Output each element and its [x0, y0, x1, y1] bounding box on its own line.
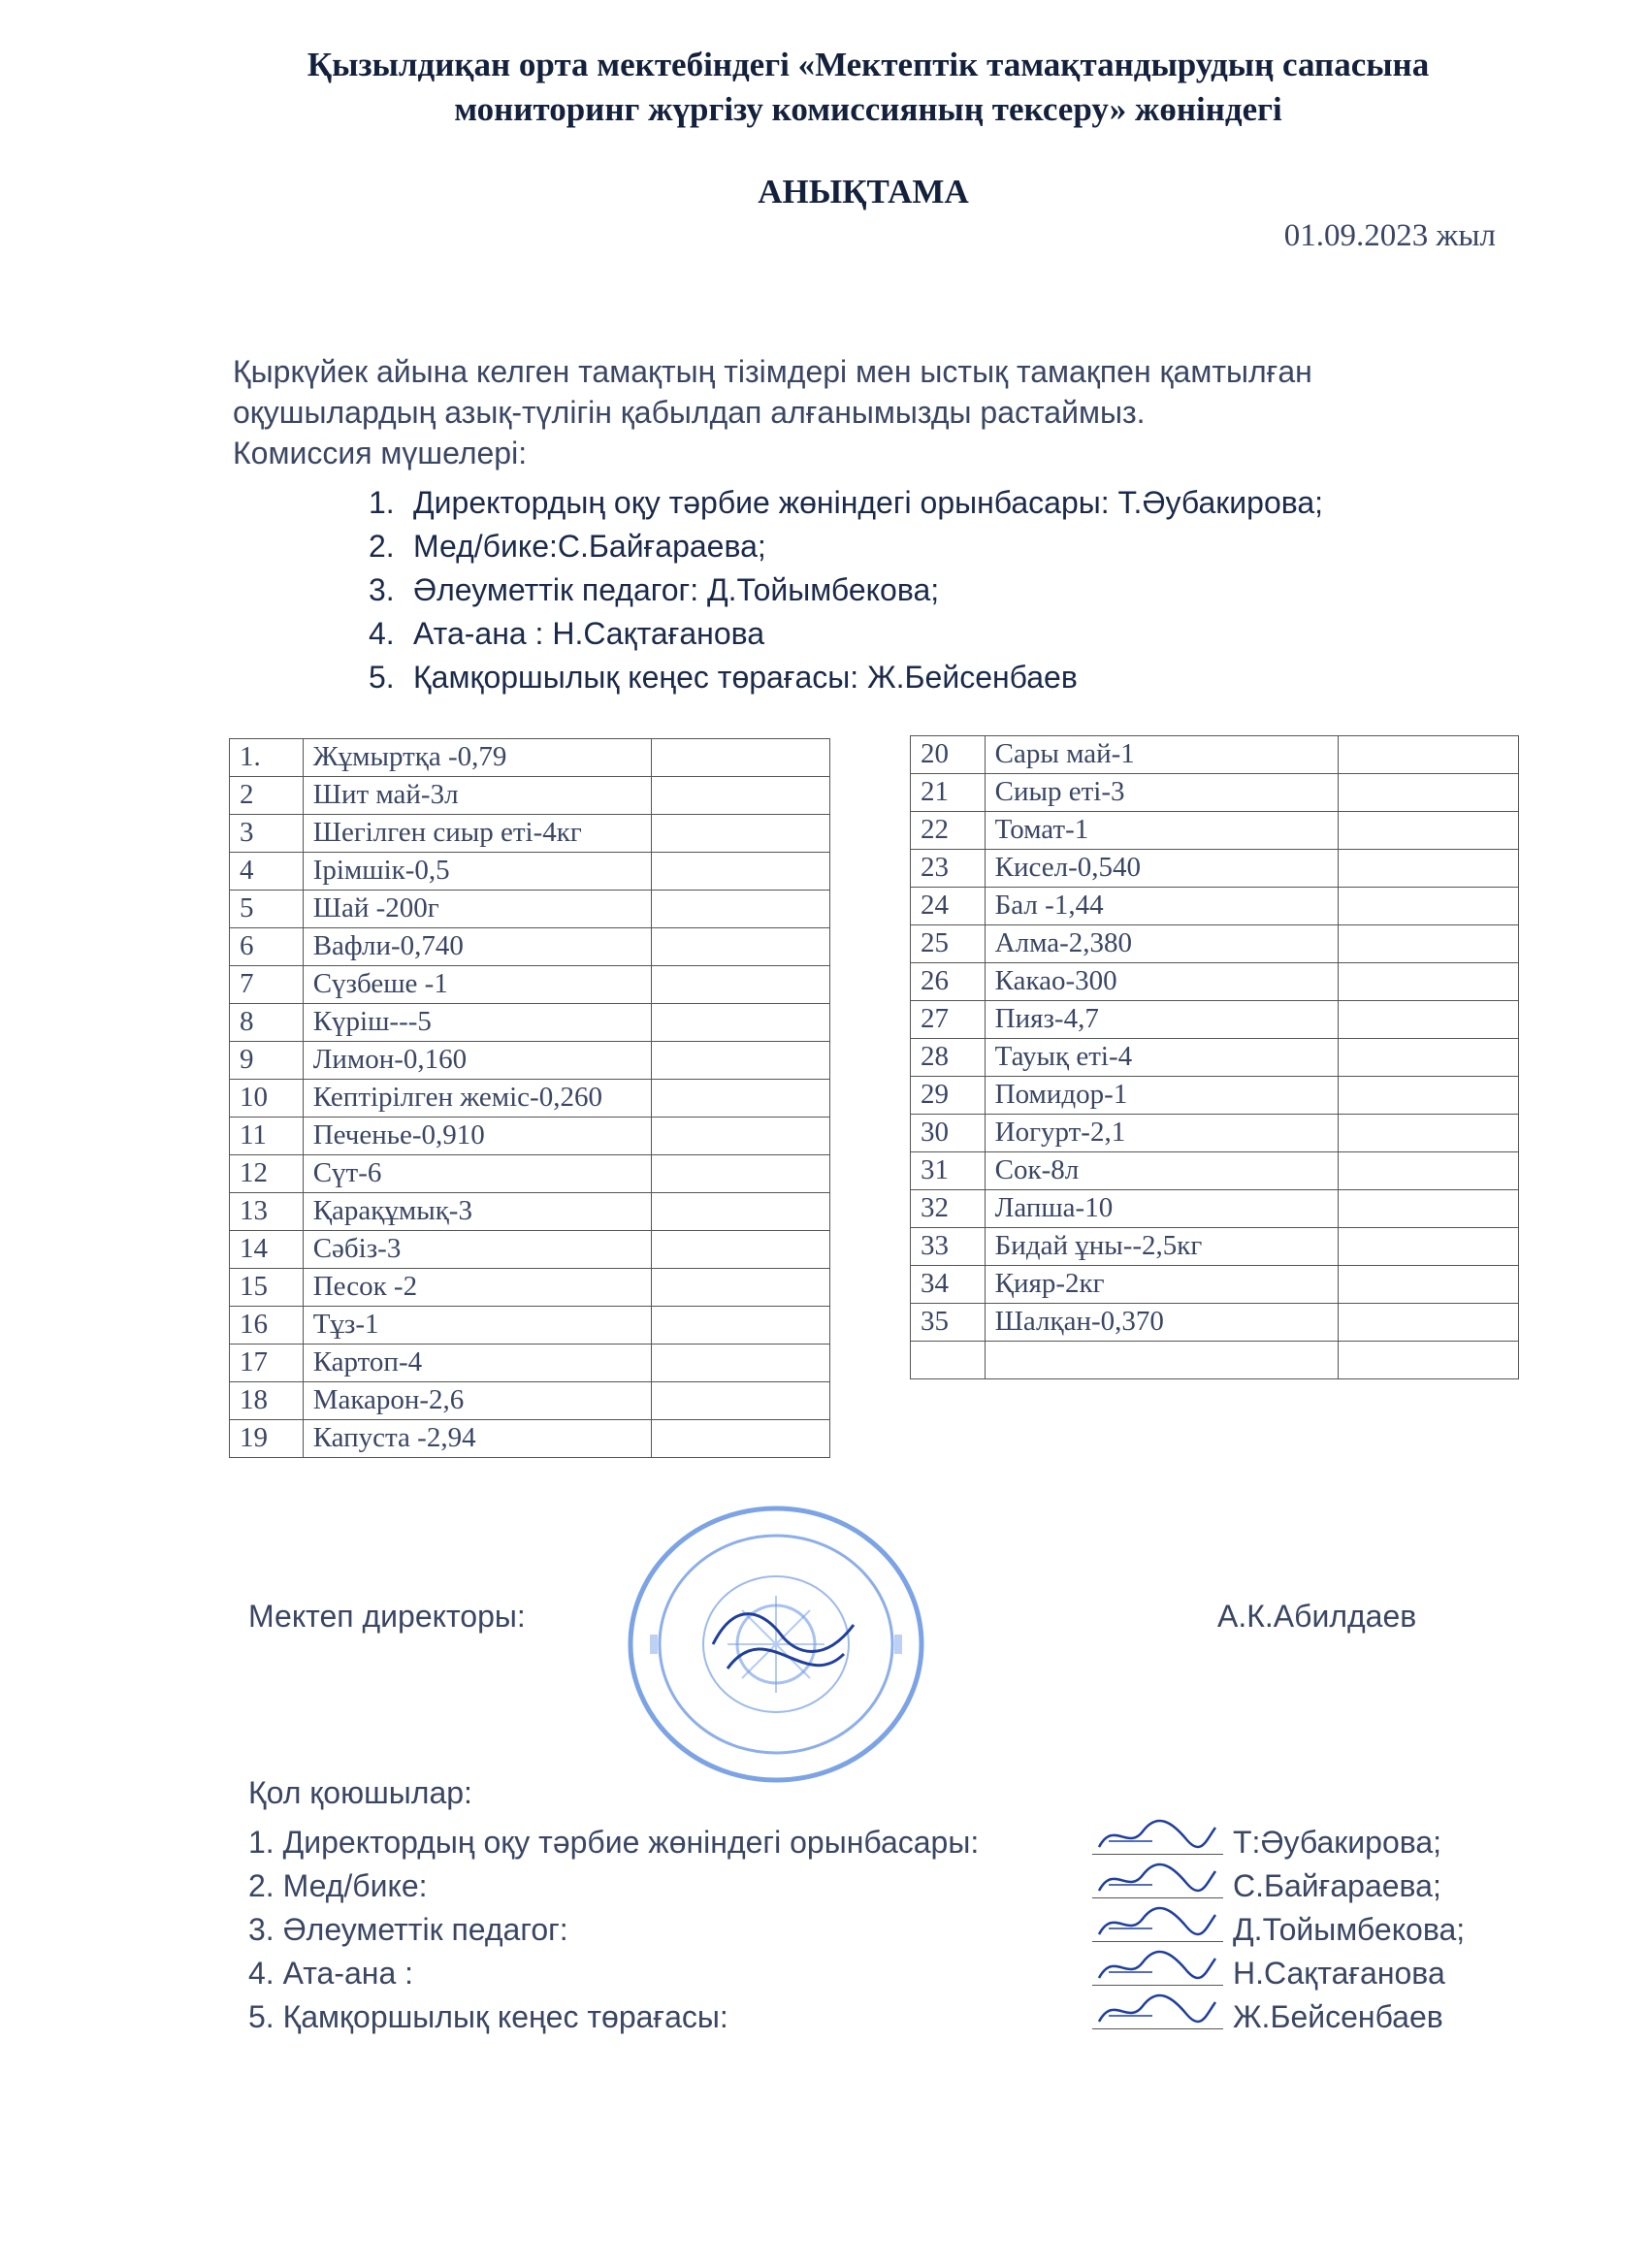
row-number: 28 — [911, 1039, 986, 1077]
row-empty-cell — [652, 891, 830, 928]
table-row — [911, 1115, 1519, 1152]
table-row — [230, 1118, 830, 1155]
row-number: 5 — [230, 891, 304, 928]
row-number: 19 — [230, 1420, 304, 1458]
member-number: 2. — [369, 529, 395, 564]
handwritten-signature — [1094, 1943, 1220, 1990]
member-text: Мед/бике:С.Байғараева; — [413, 529, 766, 564]
row-number: 26 — [911, 963, 986, 1001]
table-row — [911, 1077, 1519, 1115]
row-number: 8 — [230, 1004, 304, 1042]
row-item: Пияз-4,7 — [985, 1001, 1338, 1039]
member-item — [369, 481, 1323, 525]
row-item: Ірімшік-0,5 — [303, 853, 652, 891]
director-label: Мектеп директоры: — [248, 1599, 526, 1634]
row-empty-cell — [652, 1080, 830, 1118]
row-empty-cell — [652, 966, 830, 1004]
row-item: Сүзбеше -1 — [303, 966, 652, 1004]
row-item: Лимон-0,160 — [303, 1042, 652, 1080]
title-line-1: Қызылдиқан орта мектебіндегі «Мектептік тамақтандырудың сапасына — [307, 46, 1430, 83]
row-item: Помидор-1 — [985, 1077, 1338, 1115]
intro-line-1: Қыркүйек айына келген тамақтың тізімдері мен ыстық тамақпен қамтылған — [233, 354, 1312, 389]
row-empty-cell — [652, 1155, 830, 1193]
commission-label: Комиссия мүшелері: — [233, 436, 528, 470]
commission-members-list — [369, 481, 1323, 699]
row-empty-cell — [652, 815, 830, 853]
row-item: Вафли-0,740 — [303, 928, 652, 966]
table-row — [230, 1382, 830, 1420]
table-row — [911, 1152, 1519, 1190]
table-row — [230, 853, 830, 891]
table-row — [230, 1042, 830, 1080]
row-empty-cell — [1339, 1077, 1519, 1115]
row-item: Күріш---5 — [303, 1004, 652, 1042]
row-empty-cell — [652, 777, 830, 815]
table-row — [911, 1190, 1519, 1228]
row-empty-cell — [652, 1193, 830, 1231]
row-item: Бидай ұны--2,5кг — [985, 1228, 1338, 1266]
table-row — [230, 928, 830, 966]
table-row — [230, 815, 830, 853]
row-item: Песок -2 — [303, 1269, 652, 1307]
row-item: Томат-1 — [985, 812, 1338, 850]
row-number: 18 — [230, 1382, 304, 1420]
row-item: Иогурт-2,1 — [985, 1115, 1338, 1152]
row-number: 6 — [230, 928, 304, 966]
row-number: 13 — [230, 1193, 304, 1231]
row-empty-cell — [1339, 888, 1519, 925]
title-line-2: мониторинг жүргізу комиссияның тексеру» жөніндегі — [454, 90, 1282, 128]
row-number: 35 — [911, 1304, 986, 1342]
row-item: Сары май-1 — [985, 736, 1338, 774]
signatory-role: 5. Қамқоршылық кеңес төрағасы: — [248, 1999, 728, 2034]
signatory-name: Н.Сақтағанова — [1233, 1956, 1445, 1991]
row-number: 32 — [911, 1190, 986, 1228]
table-row — [230, 1193, 830, 1231]
row-item — [985, 1342, 1338, 1379]
table-row — [911, 1266, 1519, 1304]
director-name: А.К.Абилдаев — [1217, 1599, 1417, 1634]
row-item: Сок-8л — [985, 1152, 1338, 1190]
intro-paragraph — [233, 351, 1513, 473]
row-number: 14 — [230, 1231, 304, 1269]
member-number: 5. — [369, 660, 395, 695]
row-number: 31 — [911, 1152, 986, 1190]
document-heading: АНЫҚТАМА — [758, 173, 969, 211]
row-empty-cell — [1339, 736, 1519, 774]
signatories-list — [248, 1817, 1529, 2035]
row-number: 10 — [230, 1080, 304, 1118]
document-title — [0, 43, 1649, 132]
row-empty-cell — [652, 853, 830, 891]
signatory-name: С.Байғараева; — [1233, 1868, 1441, 1903]
food-table-left — [229, 738, 830, 1458]
row-item: Капуста -2,94 — [303, 1420, 652, 1458]
member-item — [369, 612, 1323, 656]
signatory-row — [248, 1861, 1529, 1904]
row-number: 30 — [911, 1115, 986, 1152]
row-empty-cell — [652, 1382, 830, 1420]
table-row — [911, 1304, 1519, 1342]
row-item: Шегілген сиыр еті-4кг — [303, 815, 652, 853]
row-number: 23 — [911, 850, 986, 888]
row-number: 24 — [911, 888, 986, 925]
row-item: Печенье-0,910 — [303, 1118, 652, 1155]
row-number: 11 — [230, 1118, 304, 1155]
row-item: Тұз-1 — [303, 1307, 652, 1345]
table-row — [911, 925, 1519, 963]
signatory-row — [248, 1948, 1529, 1992]
row-number: 29 — [911, 1077, 986, 1115]
member-number: 4. — [369, 616, 395, 651]
document-date: 01.09.2023 жыл — [1283, 218, 1496, 253]
table-row — [911, 888, 1519, 925]
table-row — [230, 1420, 830, 1458]
row-item: Картоп-4 — [303, 1345, 652, 1382]
member-item — [369, 525, 1323, 568]
row-empty-cell — [652, 739, 830, 777]
official-seal-stamp — [621, 1499, 931, 1790]
row-number — [911, 1342, 986, 1379]
table-row — [230, 777, 830, 815]
table-row — [230, 1004, 830, 1042]
row-number: 9 — [230, 1042, 304, 1080]
row-empty-cell — [1339, 925, 1519, 963]
row-item: Макарон-2,6 — [303, 1382, 652, 1420]
row-empty-cell — [652, 1269, 830, 1307]
table-row — [230, 891, 830, 928]
signatories-label: Қол қоюшылар: — [248, 1775, 472, 1810]
table-row — [230, 1345, 830, 1382]
row-empty-cell — [652, 1345, 830, 1382]
table-row — [230, 1307, 830, 1345]
handwritten-signature — [1094, 1987, 1220, 2033]
row-empty-cell — [1339, 1228, 1519, 1266]
row-item: Жұмыртқа -0,79 — [303, 739, 652, 777]
row-number: 33 — [911, 1228, 986, 1266]
signatory-name: Т:Әубакирова; — [1233, 1825, 1442, 1860]
table-row — [230, 739, 830, 777]
row-number: 4 — [230, 853, 304, 891]
row-empty-cell — [1339, 1266, 1519, 1304]
row-empty-cell — [1339, 1190, 1519, 1228]
row-number: 3 — [230, 815, 304, 853]
row-empty-cell — [1339, 1342, 1519, 1379]
row-item: Кептірілген жеміс-0,260 — [303, 1080, 652, 1118]
row-empty-cell — [1339, 812, 1519, 850]
row-item: Лапша-10 — [985, 1190, 1338, 1228]
row-empty-cell — [652, 1231, 830, 1269]
table-row — [230, 1269, 830, 1307]
row-number: 7 — [230, 966, 304, 1004]
signatory-row — [248, 1817, 1529, 1861]
member-text: Ата-ана : Н.Сақтағанова — [413, 616, 765, 651]
row-item: Шит май-3л — [303, 777, 652, 815]
row-item: Сәбіз-3 — [303, 1231, 652, 1269]
row-number: 12 — [230, 1155, 304, 1193]
signatory-role: 2. Мед/бике: — [248, 1868, 428, 1903]
row-empty-cell — [1339, 1001, 1519, 1039]
handwritten-signature — [1094, 1899, 1220, 1946]
row-empty-cell — [1339, 1115, 1519, 1152]
member-item — [369, 656, 1323, 699]
row-empty-cell — [652, 1307, 830, 1345]
member-text: Директордың оқу тәрбие жөніндегі орынбасары: Т.Әубакирова; — [413, 485, 1324, 520]
row-empty-cell — [1339, 1152, 1519, 1190]
table-row — [911, 736, 1519, 774]
table-row — [911, 1039, 1519, 1077]
row-number: 16 — [230, 1307, 304, 1345]
table-row — [911, 850, 1519, 888]
table-row — [230, 966, 830, 1004]
row-number: 1. — [230, 739, 304, 777]
signatory-name: Д.Тойымбекова; — [1233, 1912, 1466, 1947]
member-number: 3. — [369, 572, 395, 607]
table-row — [230, 1155, 830, 1193]
table-row — [911, 963, 1519, 1001]
signatory-role: 4. Ата-ана : — [248, 1956, 414, 1991]
row-item: Кисел-0,540 — [985, 850, 1338, 888]
row-empty-cell — [1339, 850, 1519, 888]
row-item: Қарақұмық-3 — [303, 1193, 652, 1231]
row-empty-cell — [652, 1004, 830, 1042]
row-number: 17 — [230, 1345, 304, 1382]
member-text: Қамқоршылық кеңес төрағасы: Ж.Бейсенбаев — [413, 660, 1078, 695]
table-row — [911, 1228, 1519, 1266]
row-empty-cell — [652, 928, 830, 966]
table-row — [911, 1342, 1519, 1379]
row-number: 22 — [911, 812, 986, 850]
row-item: Алма-2,380 — [985, 925, 1338, 963]
signatory-row — [248, 1992, 1529, 2035]
table-row — [911, 1001, 1519, 1039]
row-empty-cell — [1339, 1304, 1519, 1342]
signatory-role: 3. Әлеуметтік педагог: — [248, 1912, 568, 1947]
row-empty-cell — [1339, 774, 1519, 812]
signatory-row — [248, 1904, 1529, 1948]
member-number: 1. — [369, 485, 395, 520]
table-row — [230, 1231, 830, 1269]
row-number: 21 — [911, 774, 986, 812]
row-empty-cell — [652, 1420, 830, 1458]
row-empty-cell — [1339, 1039, 1519, 1077]
handwritten-signature — [1094, 1856, 1220, 1902]
row-item: Сүт-6 — [303, 1155, 652, 1193]
row-empty-cell — [1339, 963, 1519, 1001]
row-item: Қияр-2кг — [985, 1266, 1338, 1304]
row-item: Тауық еті-4 — [985, 1039, 1338, 1077]
row-number: 15 — [230, 1269, 304, 1307]
intro-line-2: оқушылардың азық-түлігін қабылдап алғанымызды растаймыз. — [233, 395, 1146, 430]
row-empty-cell — [652, 1118, 830, 1155]
row-item: Бал -1,44 — [985, 888, 1338, 925]
table-row — [911, 812, 1519, 850]
row-number: 25 — [911, 925, 986, 963]
row-number: 20 — [911, 736, 986, 774]
row-item: Шалқан-0,370 — [985, 1304, 1338, 1342]
row-number: 2 — [230, 777, 304, 815]
member-text: Әлеуметтік педагог: Д.Тойымбекова; — [413, 572, 940, 607]
handwritten-signature — [1094, 1812, 1220, 1859]
row-number: 27 — [911, 1001, 986, 1039]
row-number: 34 — [911, 1266, 986, 1304]
row-empty-cell — [652, 1042, 830, 1080]
row-item: Шай -200г — [303, 891, 652, 928]
row-item: Какао-300 — [985, 963, 1338, 1001]
signatory-name: Ж.Бейсенбаев — [1233, 1999, 1443, 2034]
member-item — [369, 568, 1323, 612]
table-row — [230, 1080, 830, 1118]
table-row — [911, 774, 1519, 812]
food-table-right — [910, 735, 1519, 1379]
signatory-role: 1. Директордың оқу тәрбие жөніндегі орынбасары: — [248, 1825, 980, 1860]
row-item: Сиыр еті-3 — [985, 774, 1338, 812]
